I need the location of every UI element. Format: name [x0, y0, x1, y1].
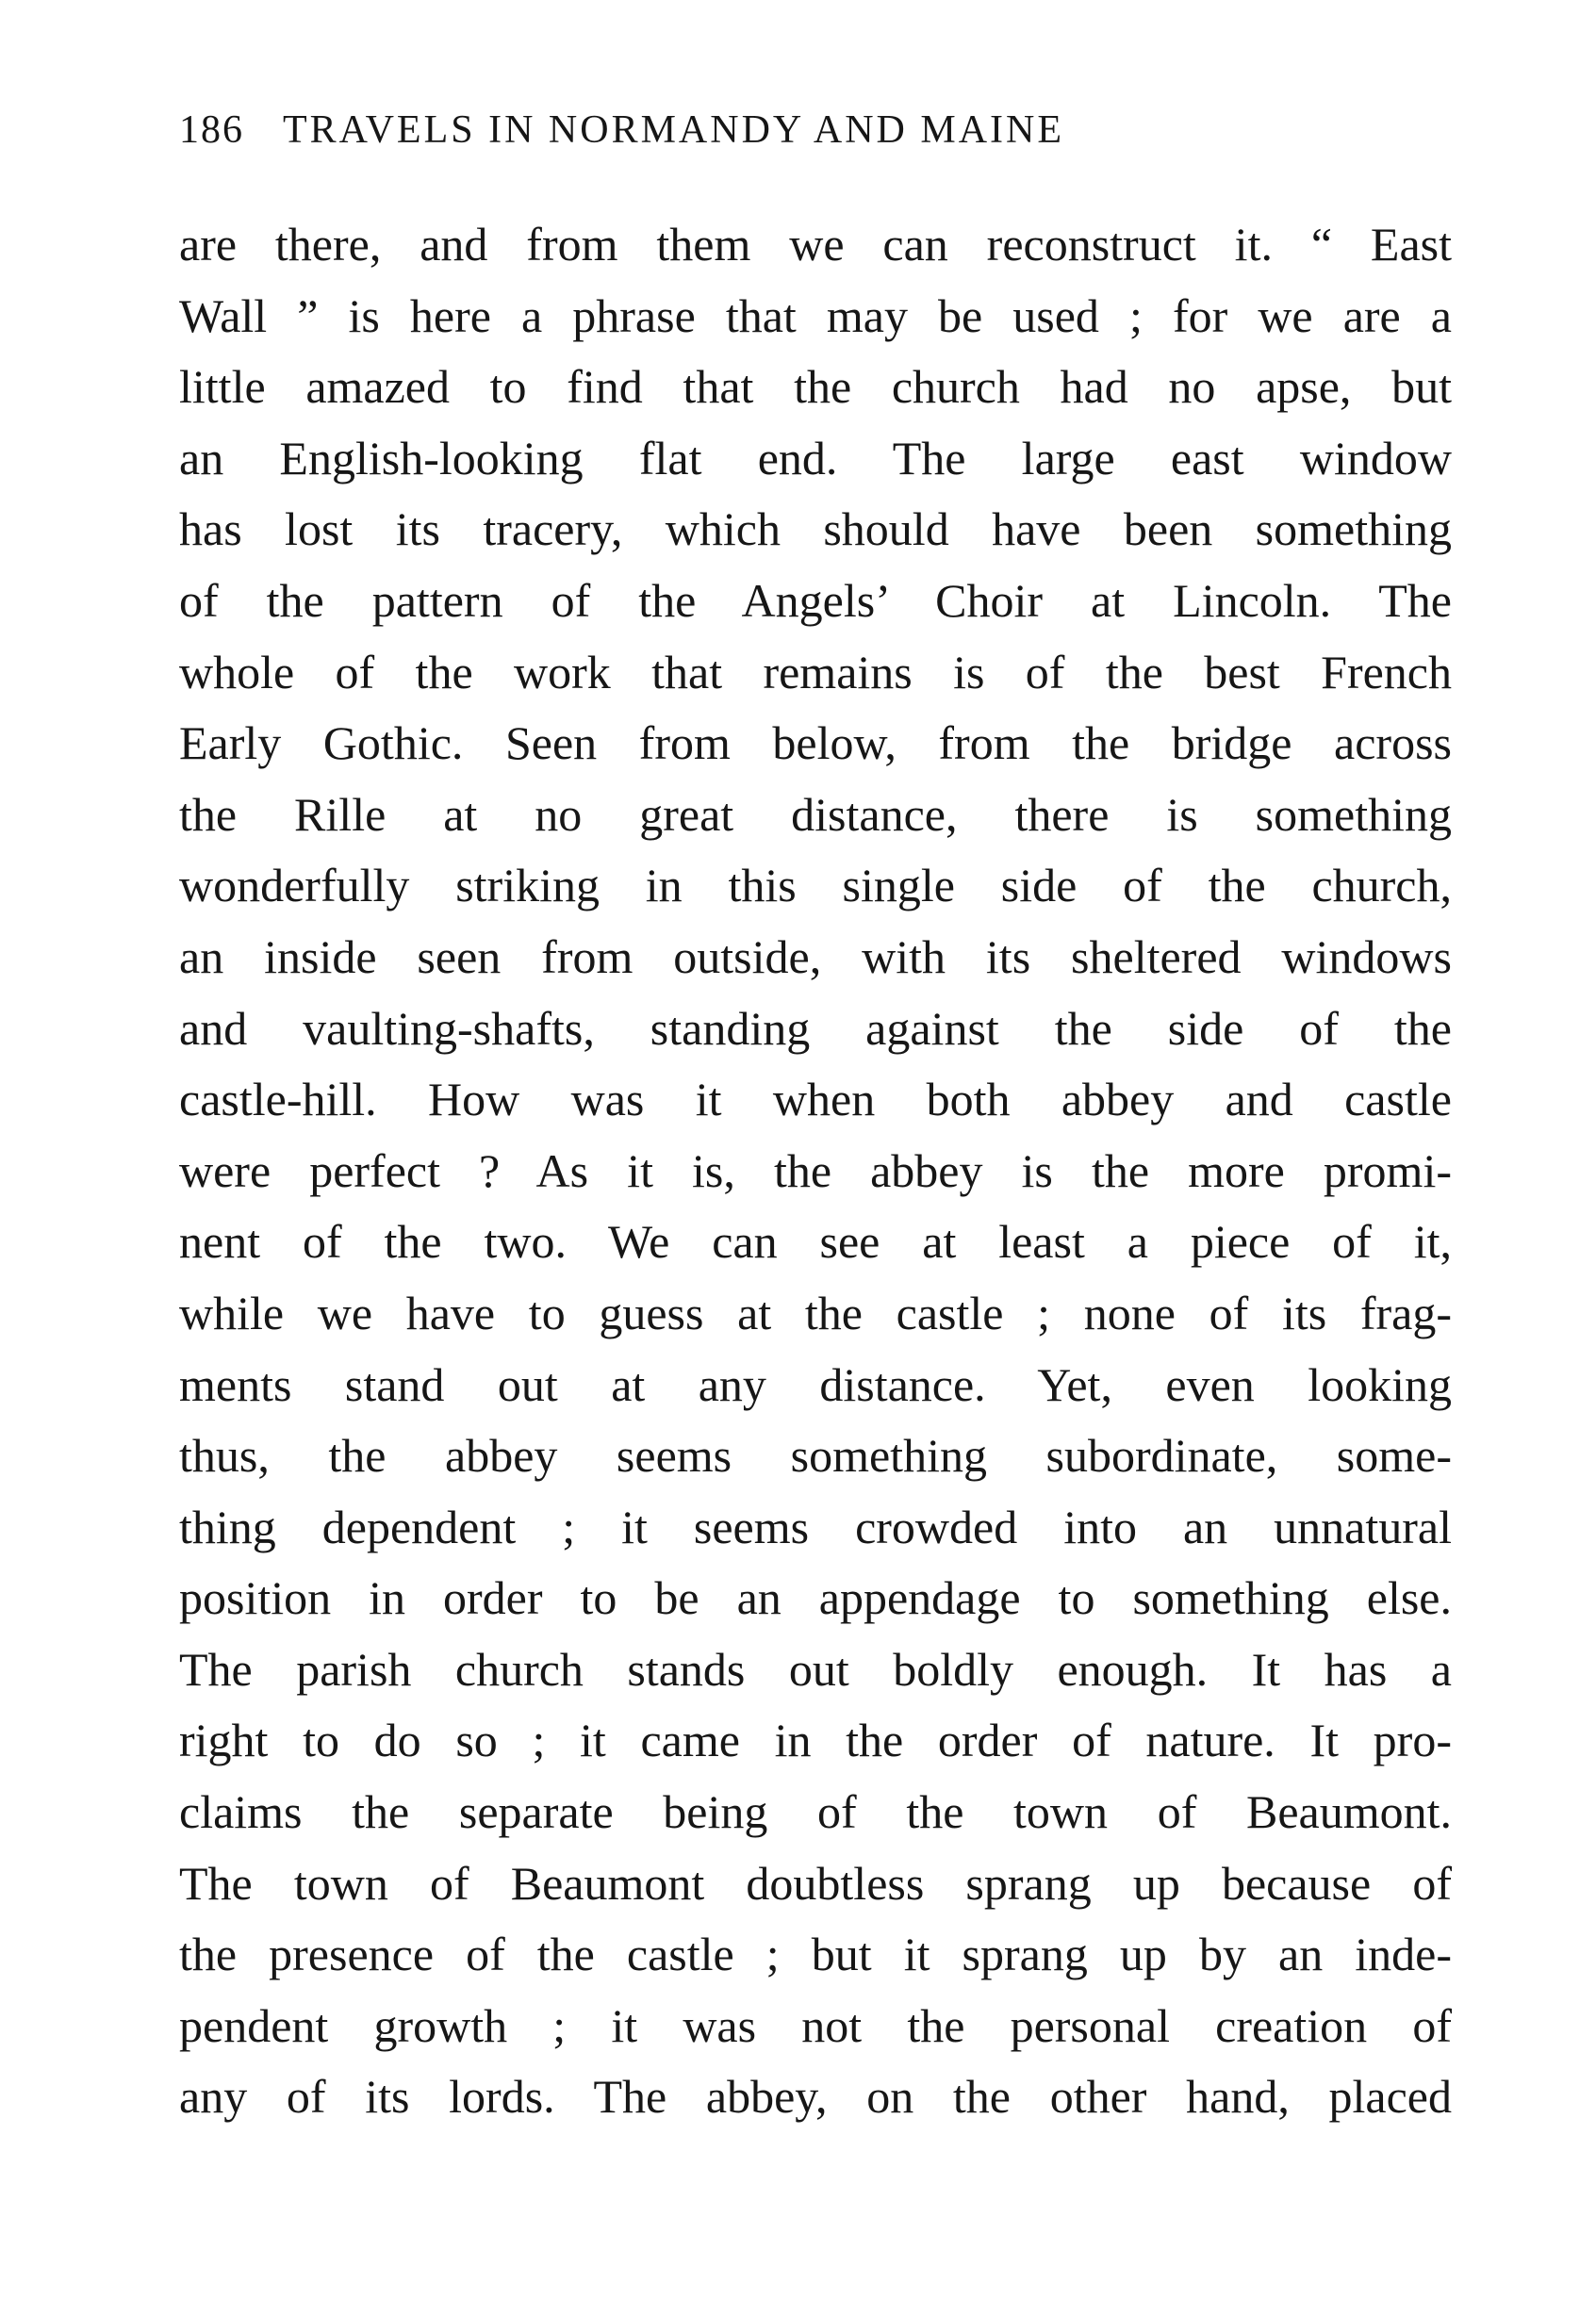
body-text — [179, 209, 1452, 2133]
text-line: were perfect ? As it is, the abbey is the more promi- — [179, 1143, 1452, 1197]
text-line: the Rille at no great distance, there is something — [179, 787, 1452, 841]
text-line: right to do so ; it came in the order of nature. It pro- — [179, 1714, 1452, 1767]
text-line: an inside seen from outside, with its sheltered windows — [179, 929, 1452, 983]
text-line: are there, and from them we can reconstruct it. “ East — [179, 218, 1452, 271]
text-line: The parish church stands out boldly enough. It has a — [179, 1642, 1452, 1696]
text-line: an English-looking flat end. The large east window — [179, 431, 1452, 484]
text-line: and vaulting-shafts, standing against the side of the — [179, 1001, 1452, 1055]
text-line: nent of the two. We can see at least a piece of it, — [179, 1215, 1452, 1269]
text-line: whole of the work that remains is of the best French — [179, 645, 1452, 698]
text-line: while we have to guess at the castle ; none of its frag- — [179, 1286, 1452, 1339]
text-line: any of its lords. The abbey, on the other hand, placed — [179, 2070, 1452, 2124]
text-line: The town of Beaumont doubtless sprang up because of — [179, 1856, 1452, 1910]
text-line: Wall ” is here a phrase that may be used ; for we are a — [179, 288, 1452, 342]
running-title: TRAVELS IN NORMANDY AND MAINE — [283, 108, 1065, 152]
text-line: ments stand out at any distance. Yet, even looking — [179, 1357, 1452, 1411]
text-line: position in order to be an appendage to something else. — [179, 1571, 1452, 1625]
text-line: of the pattern of the Angels’ Choir at Lincoln. The — [179, 573, 1452, 627]
text-line: thing dependent ; it seems crowded into an unnatural — [179, 1500, 1452, 1553]
text-line: claims the separate being of the town of Beaumont. — [179, 1785, 1452, 1839]
page-number: 186 — [179, 108, 244, 152]
text-line: castle-hill. How was it when both abbey and castle — [179, 1073, 1452, 1126]
text-line: thus, the abbey seems something subordinate, some- — [179, 1429, 1452, 1483]
text-line: little amazed to find that the church had no apse, but — [179, 360, 1452, 414]
text-line: wonderfully striking in this single side of the church, — [179, 859, 1452, 912]
text-line: pendent growth ; it was not the personal creation of — [179, 1998, 1452, 2052]
text-line: has lost its tracery, which should have been something — [179, 502, 1452, 556]
text-line: the presence of the castle ; but it sprang up by an inde- — [179, 1928, 1452, 1981]
running-head — [179, 102, 1452, 158]
text-line: Early Gothic. Seen from below, from the bridge across — [179, 716, 1452, 770]
